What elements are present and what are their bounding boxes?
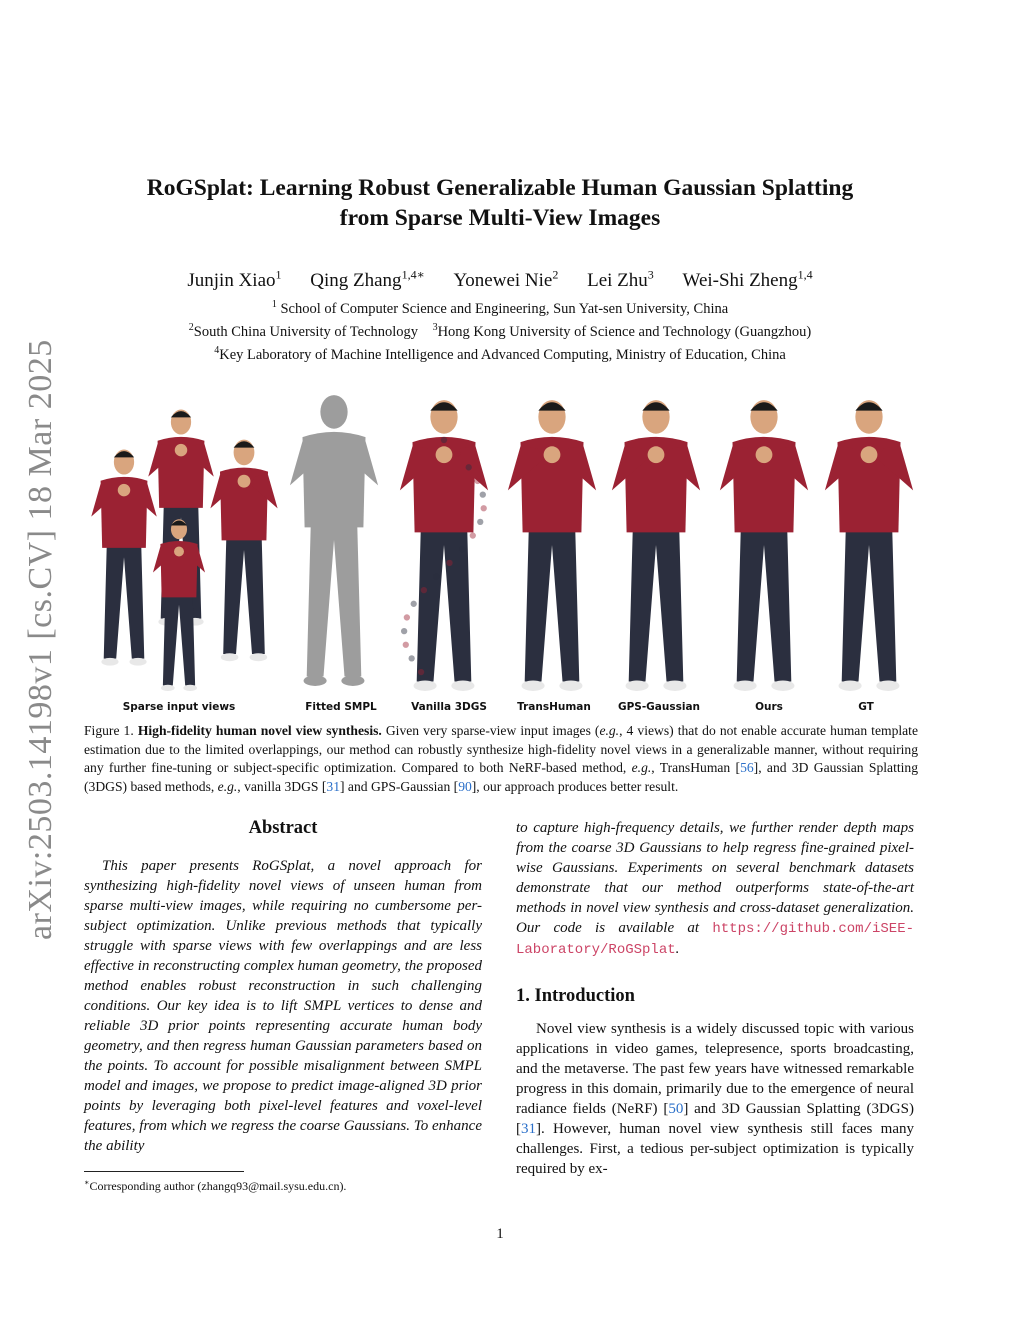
artifact-blob bbox=[441, 437, 447, 443]
artifact-blob bbox=[418, 669, 424, 675]
teaser-figure bbox=[84, 378, 916, 718]
pants bbox=[163, 592, 195, 685]
footnote: ∗Corresponding author (zhangq93@mail.sysu.edu.cn). bbox=[84, 1178, 347, 1193]
artifact-blob bbox=[481, 505, 487, 511]
transhuman-figure bbox=[508, 400, 596, 691]
artifact-blob bbox=[446, 560, 452, 566]
citation-link[interactable]: 56 bbox=[740, 760, 754, 775]
abstract-continued: to capture high-frequency details, we further render depth maps from the coarse 3D Gaussians to help regress fine-grained pixel-wise Gaussians. Experiments on several benchmark datasets demonstrate that our method outperforms state-of-the-art methods in novel view synthesis and cross-dataset generalization. Our code is available at https://github.com/iSEE-Laboratory/RoGSplat. bbox=[516, 820, 914, 958]
shoe bbox=[559, 680, 582, 691]
affiliation-2-3: $^2$South China University of Technology $^3$Hong Kong University of Science and Technology (Guangzhou) bbox=[188, 322, 812, 340]
hands bbox=[326, 441, 343, 458]
hands bbox=[436, 446, 453, 463]
hands bbox=[238, 475, 251, 488]
pants bbox=[737, 524, 792, 682]
pants bbox=[104, 542, 145, 659]
pants bbox=[223, 534, 265, 654]
pants bbox=[307, 519, 362, 677]
input-view-figure bbox=[210, 440, 277, 662]
shoe bbox=[414, 680, 437, 691]
shoe bbox=[734, 680, 757, 691]
hands bbox=[861, 446, 878, 463]
hair bbox=[430, 402, 457, 410]
shoe bbox=[626, 680, 649, 691]
artifact-blob bbox=[477, 519, 483, 525]
page-number: 1 bbox=[496, 1226, 504, 1242]
figure-caption: Figure 1. High-fidelity human novel view synthesis. Given very sparse-view input images (e.g., 4 views) that do not enable accurate human template estimation due to the limited overlappings, our method can robustly synthesize high-fidelity novel views in a generalizable manner, without requiring any further fine-tuning or subject-specific optimization. Compared to both NeRF-based method, e.g., TransHuman [56], and 3D Gaussian Splatting (3DGS) based methods, e.g., vanilla 3DGS [31] and GPS-Gaussian [90], our approach produces better result. bbox=[84, 723, 918, 794]
right-column bbox=[516, 818, 914, 1194]
hair bbox=[538, 402, 565, 410]
hair bbox=[750, 402, 777, 410]
artifact-blob bbox=[401, 628, 407, 634]
pants bbox=[629, 524, 684, 682]
figure-label: Vanilla 3DGS bbox=[411, 701, 487, 713]
author: Junjin Xiao$^1$ bbox=[187, 268, 282, 292]
artifact-blob bbox=[409, 655, 415, 661]
shoe bbox=[129, 658, 146, 666]
hair bbox=[234, 441, 255, 447]
shoe bbox=[876, 680, 899, 691]
author: Yonewei Nie$^2$ bbox=[453, 268, 559, 292]
abstract-heading: Abstract bbox=[248, 818, 318, 838]
artifact-blob bbox=[474, 478, 480, 484]
shoe bbox=[341, 675, 364, 686]
ours-figure bbox=[720, 400, 808, 691]
gps-gaussian-figure bbox=[612, 400, 700, 691]
shoe bbox=[221, 653, 239, 661]
artifact-blob bbox=[403, 642, 409, 648]
shoe bbox=[771, 680, 794, 691]
artifact-blob bbox=[421, 587, 427, 593]
shoe bbox=[663, 680, 686, 691]
pants bbox=[842, 524, 897, 682]
code-url-link[interactable]: https://github.com/iSEE-Laboratory/RoGSplat bbox=[516, 921, 914, 958]
hands bbox=[648, 446, 665, 463]
hair bbox=[171, 411, 191, 417]
author: Qing Zhang$^{1,4∗}$ bbox=[310, 268, 425, 292]
shoe bbox=[451, 680, 474, 691]
citation-link[interactable]: 31 bbox=[326, 778, 340, 794]
arxiv-id-text: arXiv:2503.14198v1 [cs.CV] 18 Mar 2025 bbox=[22, 339, 59, 940]
hair bbox=[114, 451, 134, 457]
citation-link[interactable]: 31 bbox=[521, 1121, 536, 1137]
pants bbox=[525, 524, 580, 682]
artifact-blob bbox=[411, 601, 417, 607]
shoe bbox=[522, 680, 545, 691]
shoe bbox=[839, 680, 862, 691]
artifact-blob bbox=[480, 491, 486, 497]
title-line-2: from Sparse Multi-View Images bbox=[339, 205, 661, 231]
artifact-blob bbox=[433, 573, 439, 579]
shoe bbox=[161, 685, 175, 691]
hands bbox=[756, 446, 773, 463]
head bbox=[320, 395, 347, 429]
affiliation-1: $^1$ School of Computer Science and Engineering, Sun Yat-sen University, China bbox=[271, 299, 729, 317]
gt-figure bbox=[825, 400, 913, 691]
shoe bbox=[250, 653, 268, 661]
hands bbox=[118, 484, 130, 496]
artifact-blob bbox=[459, 546, 465, 552]
figure-label: Sparse input views bbox=[122, 701, 236, 713]
introduction-heading: 1. Introduction bbox=[516, 986, 635, 1006]
footnote-rule bbox=[84, 1171, 244, 1172]
citation-link[interactable]: 50 bbox=[668, 1101, 684, 1117]
figure-label: TransHuman bbox=[517, 701, 591, 713]
hair bbox=[855, 402, 882, 410]
artifact-blob bbox=[470, 532, 476, 538]
author-list bbox=[100, 268, 900, 292]
figure-label: GT bbox=[858, 701, 874, 713]
citation-link[interactable]: 90 bbox=[458, 778, 472, 794]
artifact-blob bbox=[466, 464, 472, 470]
abstract-body: This paper presents RoGSplat, a novel approach for synthesizing high-fidelity novel views of unseen human from sparse multi-view images, while requiring no cumbersome per-subject optimization. Unlike previous methods that typically struggle with sparse views with few overlappings and are less effective in reconstructing complex human geometry, the proposed method enables robust reconstruction in such challenging conditions. Our key idea is to lift SMPL vertices to dense and reliable 3D prior points representing accurate human body geometry, and then regress human Gaussian parameters based on the points. To account for possible misalignment between SMPL model and images, we propose to predict image-aligned 3D prior points by leveraging both pixel-level features and voxel-level features, from which we regress the coarse Gaussians. To enhance the ability bbox=[84, 858, 482, 1154]
input-view-figure bbox=[91, 450, 157, 666]
artifact-blob bbox=[454, 451, 460, 457]
hair bbox=[642, 402, 669, 410]
hands bbox=[175, 444, 187, 456]
smpl-figure bbox=[290, 395, 378, 686]
affiliation-4: $^4$Key Laboratory of Machine Intelligence and Advanced Computing, Ministry of Education, China bbox=[214, 345, 786, 363]
hands bbox=[174, 547, 184, 557]
figure-label: GPS-Gaussian bbox=[617, 701, 701, 713]
artifact-blob bbox=[404, 614, 410, 620]
shoe bbox=[101, 658, 118, 666]
figure-label: Fitted SMPL bbox=[305, 701, 377, 713]
author: Wei-Shi Zheng$^{1,4}$ bbox=[682, 268, 813, 292]
hands bbox=[544, 446, 561, 463]
left-column bbox=[84, 818, 482, 1171]
vanilla-3dgs-figure bbox=[400, 400, 488, 691]
figure-label: Ours bbox=[755, 701, 783, 713]
introduction-body: Novel view synthesis is a widely discussed topic with various applications in video games, telepresence, sports broadcasting, and the metaverse. The past few years have witnessed remarkable progress in this domain, primarily due to the emergence of neural radiance fields (NeRF) [50] and 3D Gaussian Splatting (3DGS) [31]. However, human novel view synthesis still faces many challenges. First, a tedious per-subject optimization is typically required by ex- bbox=[516, 1021, 914, 1177]
figure-illustration bbox=[84, 378, 916, 698]
shoe bbox=[183, 685, 197, 691]
author: Lei Zhu$^3$ bbox=[587, 268, 654, 292]
title-line-1: RoGSplat: Learning Robust Generalizable Human Gaussian Splatting bbox=[146, 175, 854, 201]
shoe bbox=[304, 675, 327, 686]
paper-title bbox=[100, 173, 900, 233]
